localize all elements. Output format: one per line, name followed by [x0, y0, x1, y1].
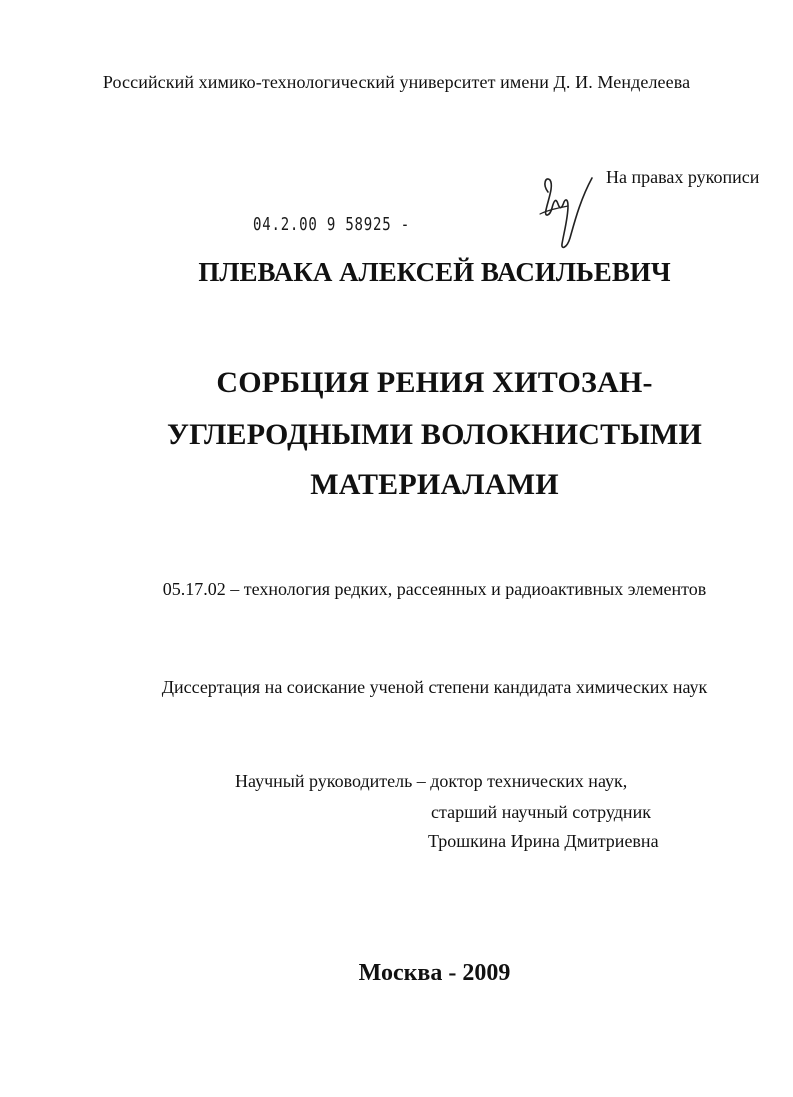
specialty-code: 05.17.02 – технология редких, рассеянных и радиоактивных элементов: [162, 579, 707, 599]
title-line-2: УГЛЕРОДНЫМИ ВОЛОКНИСТЫМИ: [166, 418, 703, 451]
handwritten-signature: [534, 170, 604, 252]
advisor-role: Научный руководитель – доктор технических наук,: [235, 771, 628, 791]
registration-number: 04.2.00 9 58925 -: [253, 214, 410, 235]
title-line-3: МАТЕРИАЛАМИ: [310, 468, 559, 501]
manuscript-note: На правах рукописи: [606, 167, 760, 187]
title-line-1: СОРБЦИЯ РЕНИЯ ХИТОЗАН-: [216, 366, 653, 399]
university-name: Российский химико-технологический университет имени Д. И. Менделеева: [102, 72, 691, 92]
advisor-name: Трошкина Ирина Дмитриевна: [428, 831, 659, 851]
advisor-position: старший научный сотрудник: [431, 802, 651, 822]
dissertation-description: Диссертация на соискание ученой степени кандидата химических наук: [161, 677, 708, 697]
author-name: ПЛЕВАКА АЛЕКСЕЙ ВАСИЛЬЕВИЧ: [198, 257, 671, 287]
city-year: Москва - 2009: [358, 960, 511, 986]
